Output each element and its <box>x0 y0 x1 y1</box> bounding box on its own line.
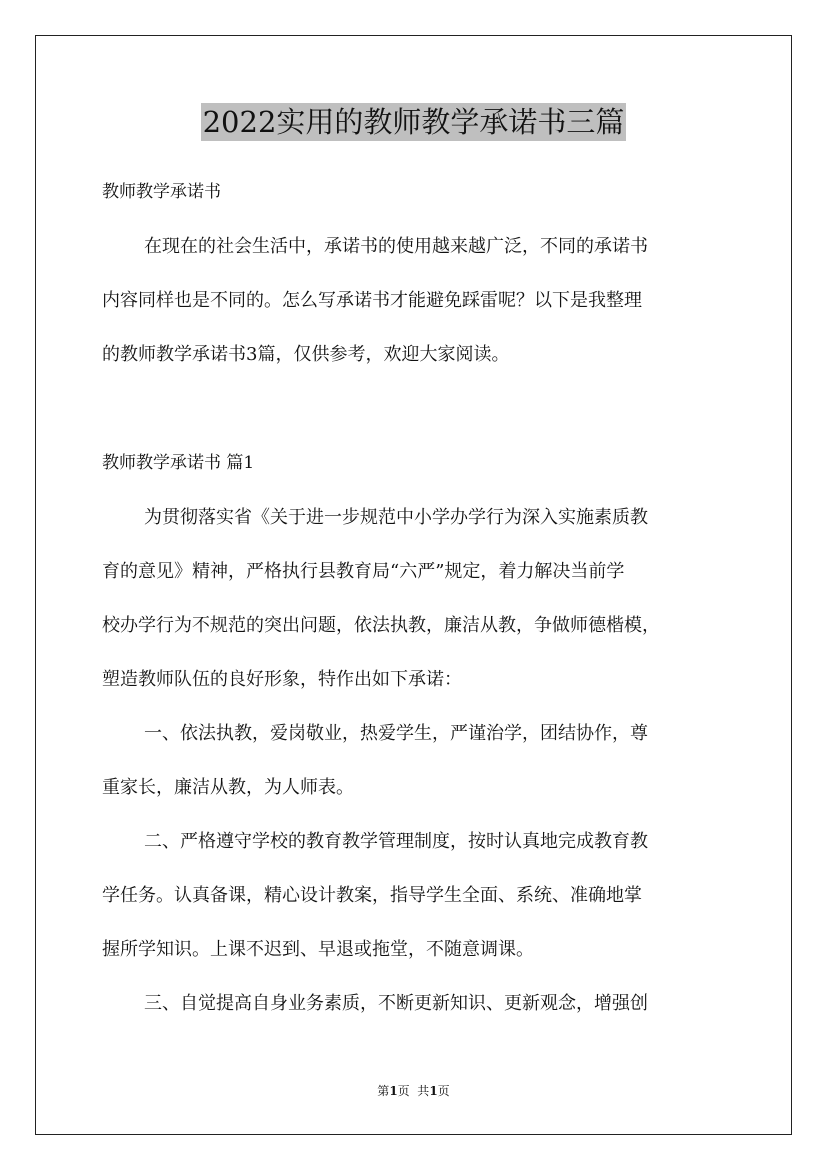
section-heading: 教师教学承诺书 <box>102 182 221 202</box>
part1-line-5: 一、依法执教，爱岗敬业，热爱学生，严谨治学，团结协作，尊 <box>144 723 648 744</box>
part1-line-6: 重家长，廉洁从教，为人师表。 <box>102 777 354 798</box>
intro-line-3: 的教师教学承诺书3篇，仅供参考，欢迎大家阅读。 <box>102 344 510 365</box>
part1-line-1: 为贯彻落实省《关于进一步规范中小学办学行为深入实施素质教 <box>144 507 648 528</box>
part1-line-9: 握所学知识。上课不迟到、早退或拖堂，不随意调课。 <box>102 939 534 960</box>
footer-suffix: 页 <box>437 1084 450 1098</box>
footer-page-total: 1 <box>429 1084 438 1098</box>
part1-line-3: 校办学行为不规范的突出问题，依法执教，廉洁从教，争做师德楷模， <box>102 615 660 636</box>
page-footer <box>0 1083 827 1099</box>
part1-line-2: 育的意见》精神，严格执行县教育局“六严”规定，着力解决当前学 <box>102 561 625 582</box>
part1-heading: 教师教学承诺书 篇1 <box>102 453 255 473</box>
footer-mid: 页 共 <box>397 1084 430 1098</box>
intro-line-1: 在现在的社会生活中，承诺书的使用越来越广泛，不同的承诺书 <box>144 236 648 257</box>
title-container <box>0 103 827 141</box>
intro-line-2: 内容同样也是不同的。怎么写承诺书才能避免踩雷呢？以下是我整理 <box>102 290 642 311</box>
part1-line-10: 三、自觉提高自身业务素质，不断更新知识、更新观念，增强创 <box>144 993 648 1014</box>
part1-line-8: 学任务。认真备课，精心设计教案，指导学生全面、系统、准确地掌 <box>102 885 642 906</box>
footer-prefix: 第 <box>377 1084 390 1098</box>
part1-line-4: 塑造教师队伍的良好形象，特作出如下承诺： <box>102 669 462 690</box>
document-title: 2022实用的教师教学承诺书三篇 <box>202 105 625 139</box>
footer-page-number: 1 <box>389 1084 398 1098</box>
part1-line-7: 二、严格遵守学校的教育教学管理制度，按时认真地完成教育教 <box>144 831 648 852</box>
